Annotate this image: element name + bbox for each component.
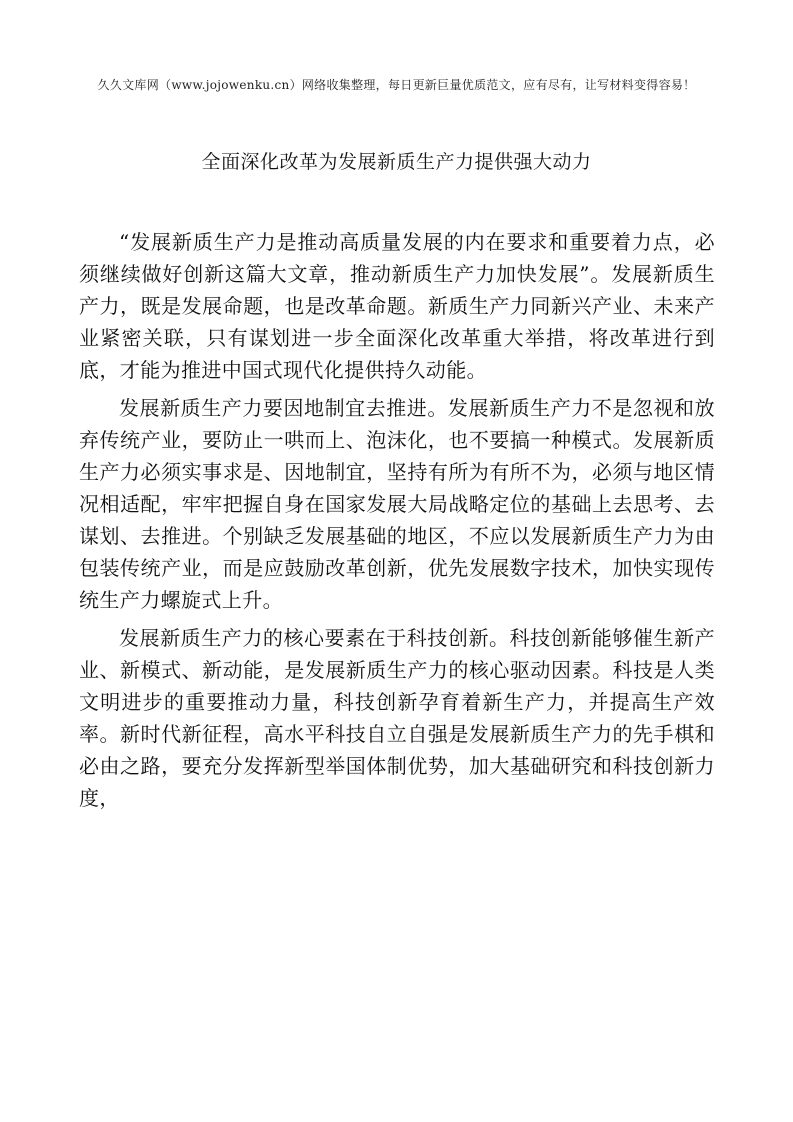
paragraph-1: “发展新质生产力是推动高质量发展的内在要求和重要着力点，必须继续做好创新这篇大文章，推动新质生产力加快发展”。发展新质生产力，既是发展命题，也是改革命题。新质生产力同新兴产业、未来产业紧密关联，只有谋划进一步全面深化改革重大举措，将改革进行到底，才能为推进中国式现代化提供持久动能。 (79, 230, 715, 382)
page-header: 久久文库网（www.jojowenku.cn）网络收集整理，每日更新巨量优质范文，应有尽有，让写材料变得容易！ (97, 78, 696, 92)
article-body (79, 226, 715, 820)
article-title: 全面深化改革为发展新质生产力提供强大动力 (201, 151, 592, 173)
paragraph-3: 发展新质生产力的核心要素在于科技创新。科技创新能够催生新产业、新模式、新动能，是发展新质生产力的核心驱动因素。科技是人类文明进步的重要推动力量，科技创新孕育着新生产力，并提高生产效率。新时代新征程，高水平科技自立自强是发展新质生产力的先手棋和必由之路，要充分发挥新型举国体制优势，加大基础研究和科技创新力度， (79, 626, 715, 810)
paragraph-2: 发展新质生产力要因地制宜去推进。发展新质生产力不是忽视和放弃传统产业，要防止一哄而上、泡沫化，也不要搞一种模式。发展新质生产力必须实事求是、因地制宜，坚持有所为有所不为，必须与地区情况相适配，牢牢把握自身在国家发展大局战略定位的基础上去思考、去谋划、去推进。个别缺乏发展基础的地区，不应以发展新质生产力为由包装传统产业，而是应鼓励改革创新，优先发展数字技术，加快实现传统生产力螺旋式上升。 (79, 396, 715, 612)
